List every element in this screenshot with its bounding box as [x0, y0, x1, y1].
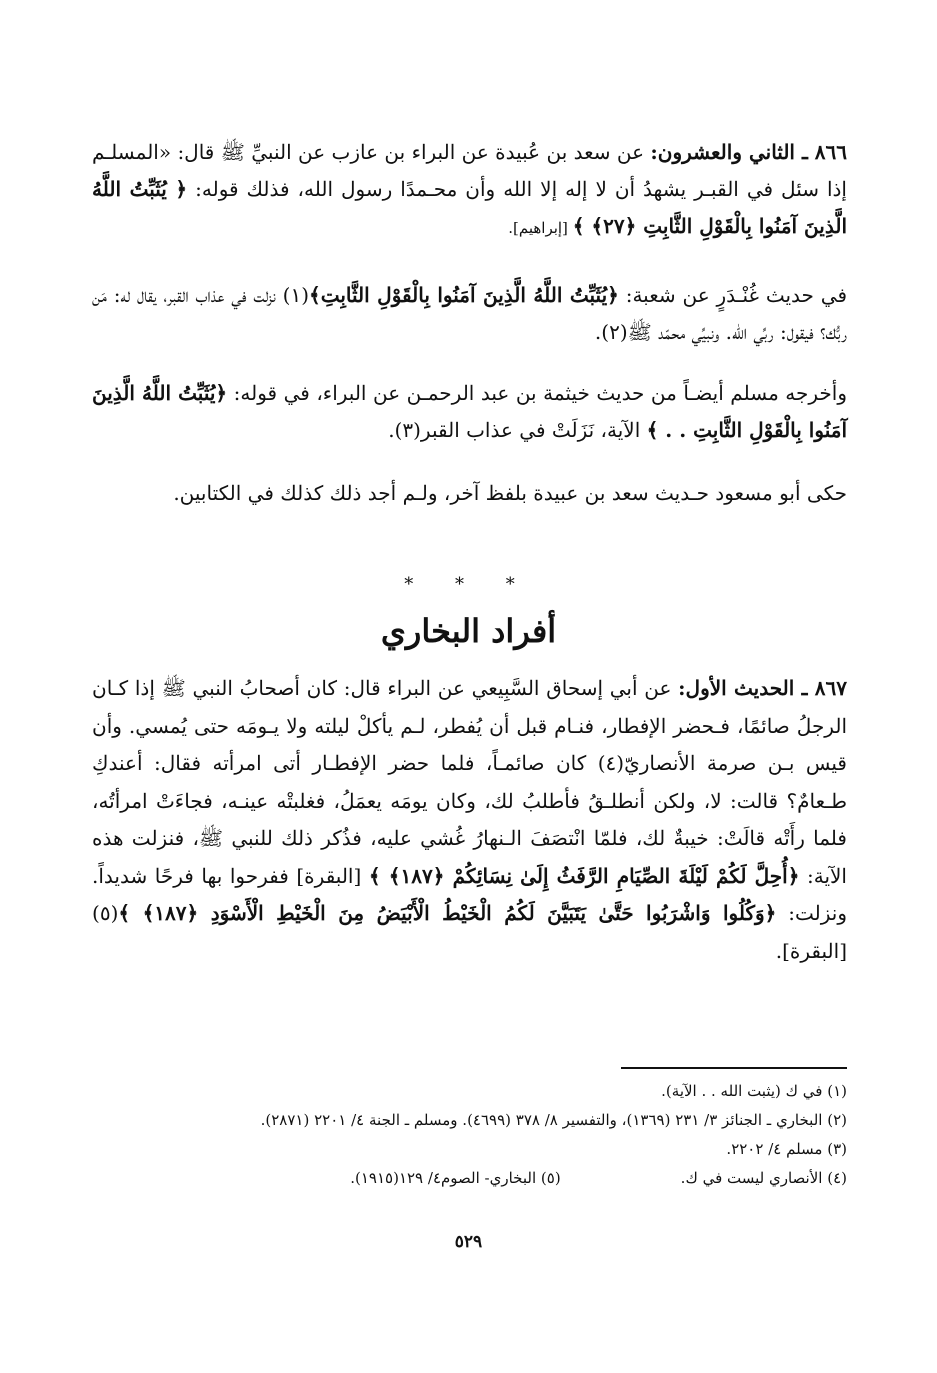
- abu-masud-paragraph: [92, 475, 847, 512]
- hadith-867-text-2: [البقرة] ففرحوا بها فرحًا شديداً. ونزلت:: [92, 863, 848, 925]
- hadith-866-text: عن سعد بن عُبيدة عن البراء بن عازب عن النبيِّ ﷺ قال: «المسلـم إذا سئل في القبـر يشهدُ أن لا إله إلا الله وأن محـمدًا رسول الله، فذلك قوله:: [92, 140, 847, 201]
- footnote-1: (١) في ك (يثبت الله . . الآية).: [661, 1082, 847, 1100]
- footnote-divider: [621, 1067, 847, 1069]
- footnote-2: (٢) البخاري ـ الجنائز ٣/ ٢٣١ (١٣٦٩)، والتفسير ٨/ ٣٧٨ (٤٦٩٩). ومسلم ـ الجنة ٤/ ٢٢٠١ (٢٨٧١).: [260, 1111, 847, 1129]
- muslim-text-1: وأخرجه مسلم أيضـاً من حديث خيثمة بن عبد الرحمـن عن البراء، في قوله:: [227, 381, 847, 405]
- hadith-866-paragraph: [92, 134, 847, 247]
- footnotes: [92, 1077, 847, 1193]
- muslim-paragraph: [92, 375, 847, 449]
- hadith-867-lead: ٨٦٧ ـ الحديث الأول:: [678, 676, 848, 700]
- footnote-3: (٣) مسلم ٤/ ٢٢٠٢.: [726, 1140, 847, 1158]
- section-separator: * * *: [404, 574, 533, 595]
- hadith-867-text-3: (٥) [البقرة].: [92, 901, 847, 963]
- shuba-quran: ﴿يُثَبِّتُ اللَّهُ الَّذِينَ آمَنُوا بِالْقَوْلِ الثَّابِتِ﴾: [309, 283, 619, 307]
- shuba-paragraph: [92, 277, 847, 351]
- shuba-text-1: في حديث غُنْـدَرٍ عن شعبة:: [618, 283, 847, 307]
- hadith-866-ref: [إبراهيم].: [508, 219, 573, 237]
- hadith-867-quran-2: ﴿وَكُلُوا وَاشْرَبُوا حَتَّىٰ يَتَبَيَّنَ لَكُمُ الْخَيْطُ الْأَبْيَضُ مِنَ الْخَيْطِ الْأَسْوَدِ ﴿١٨٧﴾ ﴾: [118, 901, 777, 925]
- footnote-gap: [561, 1164, 681, 1193]
- footnote-4: (٤) الأنصاري ليست في ك.: [680, 1169, 847, 1187]
- page-number: ٥٢٩: [454, 1232, 483, 1252]
- muslim-quran: ﴿يُثَبِّتُ اللَّهُ الَّذِينَ آمَنُوا بِالْقَوْلِ الثَّابِتِ . . ﴾: [92, 381, 847, 442]
- muslim-text-2: الآية، نَزَلَتْ في عذاب القبر(٣).: [388, 418, 647, 442]
- footnote-row-4-5: [92, 1164, 847, 1193]
- footnote-5: (٥) البخاري- الصوم٤/ ١٢٩(١٩١٥).: [350, 1169, 561, 1187]
- hadith-867-text-1: عن أبي إسحاق السَّبِيعي عن البراء قال: كان أصحابُ النبي ﷺ إذا كـان الرجلُ صائمًا، فـحضر الإفطار، فنـام قبل أن يُفطر، لـم يأكلْ ليلته ولا يـومَه حتى يُمسي. وأن قيس بـن صرمة الأنصاريّ(٤) كان صائمـاً، فلما حضر الإفطـار أتى امرأته فقال: أعندكِ طـعامٌ؟ قالت: لا، ولكن أنطلـقُ فأطلبُ لك، وكان يومَه يعمَلُ، فغلبتْه عينـه، فجاءَتْ امرأتُه، فلما رأَتْه قالَتْ: خيبةٌ لك، فلمّا انْتصَفَ الـنهارُ غُشي عليه، فذُكر ذلك للنبي ﷺ، فنزلت هذه الآية:: [92, 676, 847, 888]
- shuba-text-2: (١) نزلت في عذاب القبر، يقال له: مَن ربُّك؟ فيقول: ربِّي الله. ونبيِّي محمّد ﷺ(٢).: [92, 283, 847, 344]
- hadith-866-lead: ٨٦٦ ـ الثاني والعشرون:: [650, 140, 847, 164]
- hadith-867-quran-1: ﴿أُحِلَّ لَكُمْ لَيْلَةَ الصِّيَامِ الرَّفَثُ إِلَىٰ نِسَائِكُمْ ﴿١٨٧﴾ ﴾: [368, 863, 800, 888]
- section-heading: أفراد البخاري: [380, 612, 557, 650]
- hadith-867-paragraph: [92, 670, 847, 970]
- abu-masud-text: حكى أبو مسعود حـديث سعد بن عبيدة بلفظ آخر، ولـم أجد ذلك كذلك في الكتابين.: [173, 481, 847, 505]
- hadith-866-quran: ﴿ يُثَبِّتُ اللَّهُ الَّذِينَ آمَنُوا بِالْقَوْلِ الثَّابِتِ ﴿٢٧﴾ ﴾: [92, 177, 847, 238]
